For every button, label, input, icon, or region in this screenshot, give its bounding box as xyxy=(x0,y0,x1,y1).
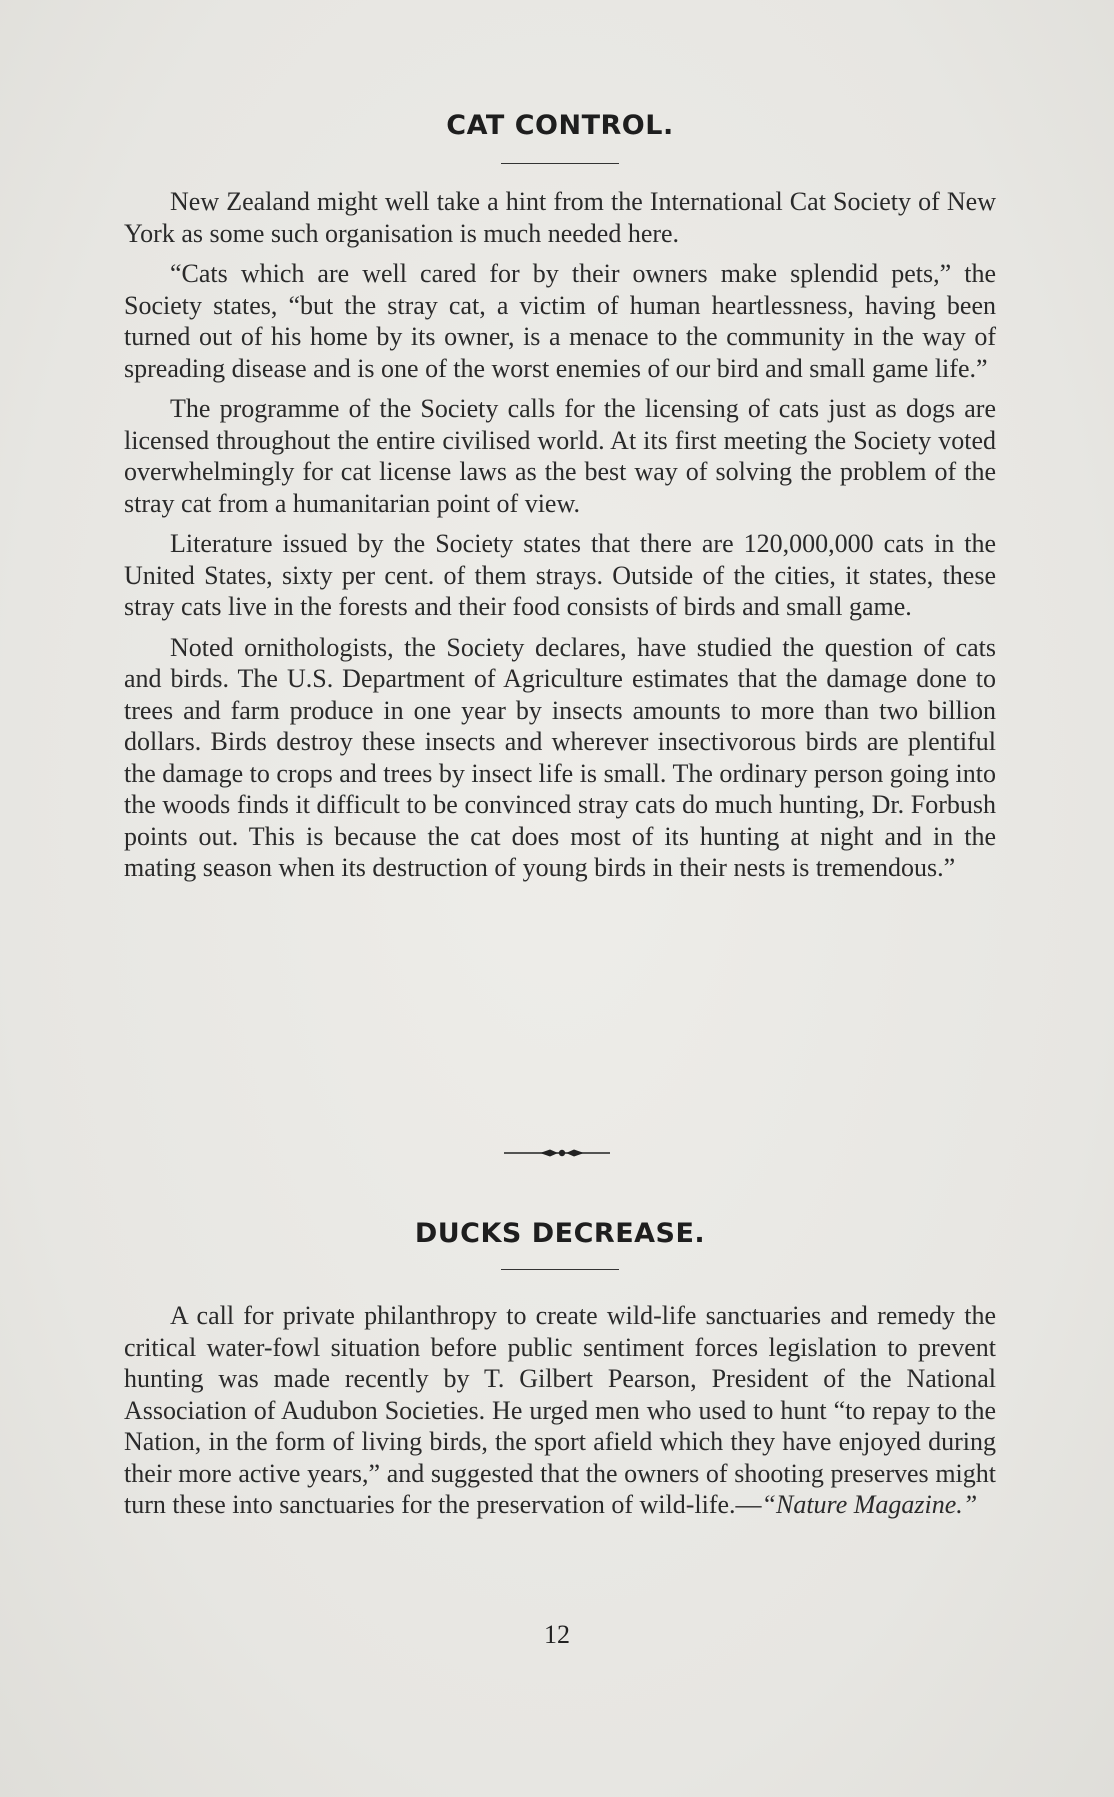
cat-control-section xyxy=(124,110,996,884)
paragraph: The programme of the Society calls for the licensing of cats just as dogs are licensed throughout the entire civilised world. At its first meeting the Society voted overwhelmingly for cat license laws as the best way of solving the problem of the stray cat from a humanitarian point of view. xyxy=(124,394,996,518)
heading-rule xyxy=(501,1269,619,1270)
ducks-decrease-heading: DUCKS DECREASE. xyxy=(414,1218,706,1249)
paragraph-text: A call for private philanthropy to create wild-life sanctuaries and remedy the critical water-fowl situation before public sentiment forces legislation to prevent hunting was made recently by T. Gilbert Pearson, President of the National Association of Audubon Societies. He urged men who used to hunt “to repay to the Nation, in the form of living birds, the sport afield which they have enjoyed during their more active years,” and suggested that the owners of shooting preserves might turn these into sanctuaries for the preservation of wild-life.— xyxy=(124,1301,996,1519)
paragraph: “Cats which are well cared for by their owners make splendid pets,” the Society states, “but the stray cat, a victim of human heartlessness, having been turned out of his home by its owner, is a menace to the community in the way of spreading disease and is one of the worst enemies of our bird and small game life.” xyxy=(124,259,996,383)
source-citation: “Nature Magazine.” xyxy=(761,1490,978,1519)
heading-rule xyxy=(501,163,619,164)
paragraph: Noted ornithologists, the Society declares, have studied the question of cats and birds. The U.S. Department of Agriculture estimates that the damage done to trees and farm produce in one year by insects amounts to more than two billion dollars. Birds destroy these insects and wherever insectivorous birds are plentiful the damage to crops and trees by insect life is small. The ordinary person going into the woods finds it difficult to be convinced stray cats do much hunting, Dr. Forbush points out. This is because the cat does most of its hunting at night and in the mating season when its destruction of young birds in their nests is tremendous.” xyxy=(124,632,996,882)
paragraph: New Zealand might well take a hint from the International Cat Society of New York as some such organisation is much needed here. xyxy=(124,187,996,248)
cat-control-heading: CAT CONTROL. xyxy=(446,110,674,141)
ducks-decrease-section xyxy=(124,1218,996,1521)
page-number: 12 xyxy=(544,1620,570,1649)
paragraph xyxy=(124,1300,996,1521)
paragraph: Literature issued by the Society states that there are 120,000,000 cats in the United States, sixty per cent. of them strays. Outside of the cities, it states, these stray cats live in the forests and their food consists of birds and small game. xyxy=(124,529,996,621)
section-divider-ornament xyxy=(502,1146,612,1160)
